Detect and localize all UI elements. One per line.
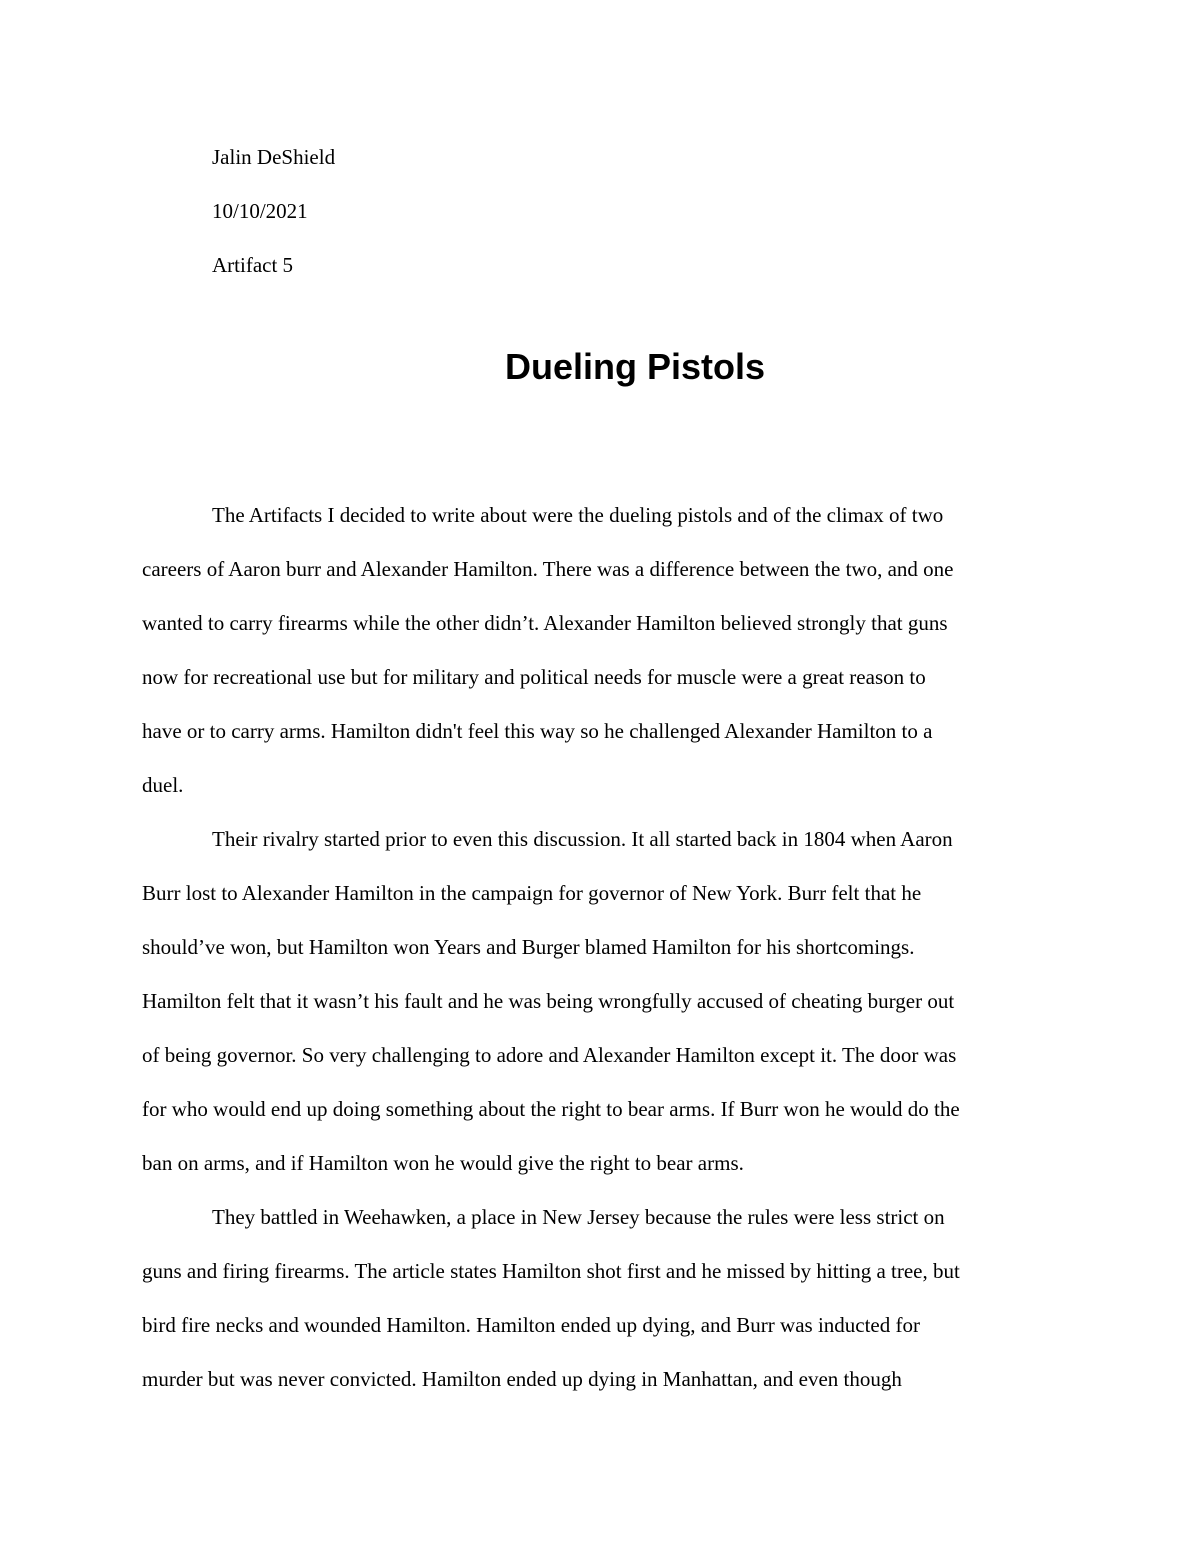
paragraph-2-line-4: Hamilton felt that it wasn’t his fault and he was being wrongfully accused of cheating burger out xyxy=(142,989,955,1013)
paragraph-3-line-1: They battled in Weehawken, a place in New Jersey because the rules were less strict on xyxy=(212,1205,945,1229)
paragraph-3-line-3: bird fire necks and wounded Hamilton. Hamilton ended up dying, and Burr was inducted for xyxy=(142,1313,920,1337)
paragraph-3-line-2: guns and firing firearms. The article states Hamilton shot first and he missed by hitting a tree, but xyxy=(142,1259,960,1283)
paragraph-2-line-3: should’ve won, but Hamilton won Years and Burger blamed Hamilton for his shortcomings. xyxy=(142,935,915,959)
paragraph-1-line-4: now for recreational use but for military and political needs for muscle were a great reason to xyxy=(142,665,926,689)
paragraph-2-line-7: ban on arms, and if Hamilton won he would give the right to bear arms. xyxy=(142,1151,744,1175)
paragraph-1-line-6: duel. xyxy=(142,773,184,797)
document-date: 10/10/2021 xyxy=(212,199,308,223)
paragraph-2-line-1: Their rivalry started prior to even this discussion. It all started back in 1804 when Aaron xyxy=(212,827,953,851)
paragraph-1-line-2: careers of Aaron burr and Alexander Hamilton. There was a difference between the two, and one xyxy=(142,557,954,581)
paragraph-2-line-5: of being governor. So very challenging to adore and Alexander Hamilton except it. The door was xyxy=(142,1043,957,1067)
paragraph-1-line-3: wanted to carry firearms while the other didn’t. Alexander Hamilton believed strongly that guns xyxy=(142,611,948,635)
paragraph-3-line-4: murder but was never convicted. Hamilton ended up dying in Manhattan, and even though xyxy=(142,1367,902,1391)
paragraph-1-line-1: The Artifacts I decided to write about were the dueling pistols and of the climax of two xyxy=(212,503,944,527)
paragraph-2-line-2: Burr lost to Alexander Hamilton in the campaign for governor of New York. Burr felt that he xyxy=(142,881,922,905)
assignment-label: Artifact 5 xyxy=(212,253,294,277)
author-name: Jalin DeShield xyxy=(212,145,336,169)
paragraph-1-line-5: have or to carry arms. Hamilton didn't feel this way so he challenged Alexander Hamilton to a xyxy=(142,719,933,743)
paragraph-2-line-6: for who would end up doing something about the right to bear arms. If Burr won he would do the xyxy=(142,1097,960,1121)
page-title: Dueling Pistols xyxy=(504,346,766,387)
